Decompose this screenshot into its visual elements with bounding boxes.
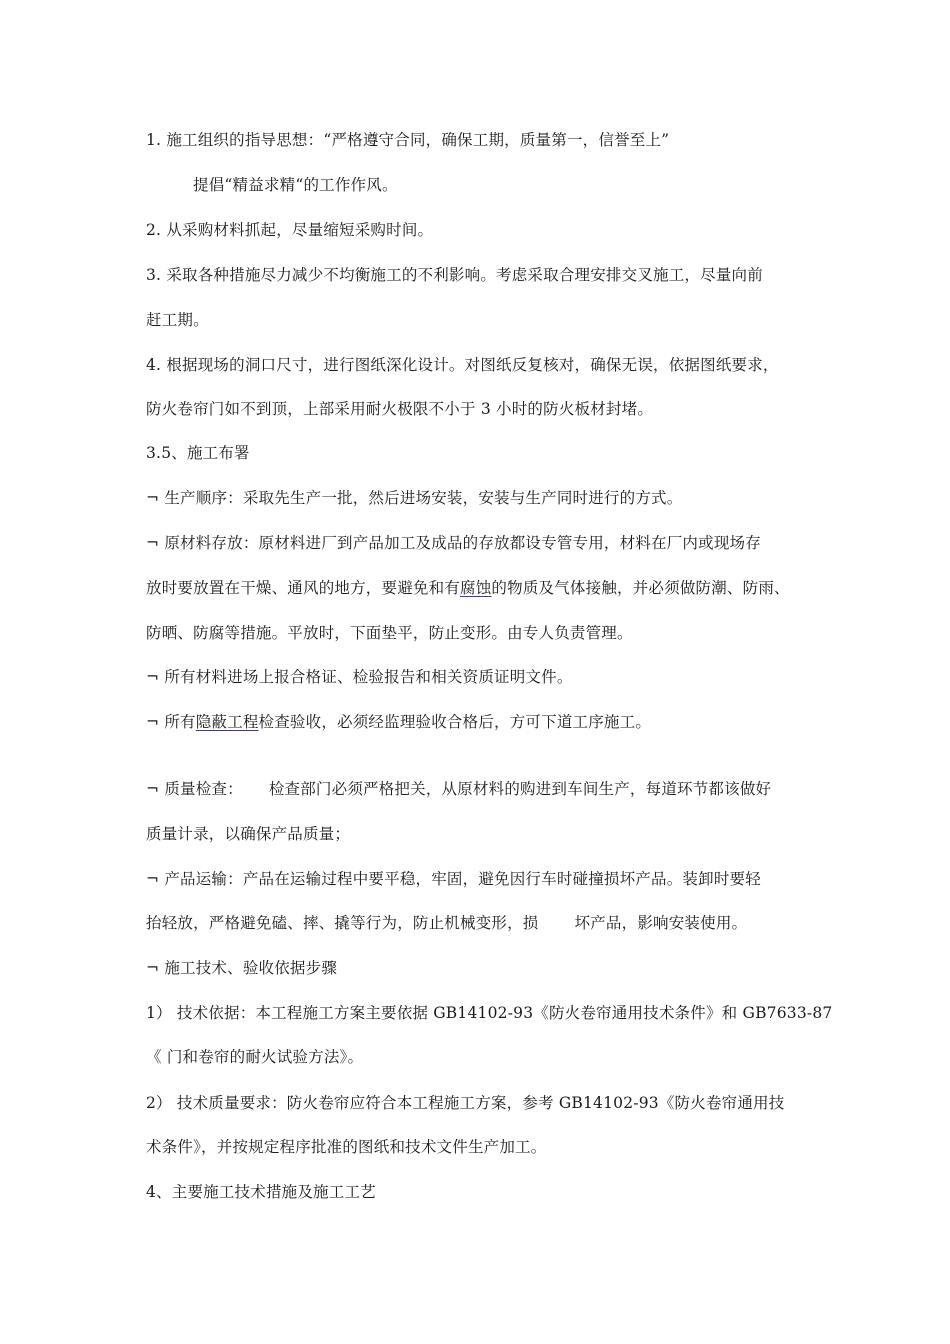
text-segment: 检查部门必须严格把关，从原材料的购进到车间生产，每道环节都该做好 bbox=[268, 780, 772, 798]
text-segment: 抬轻放，严格避免磕、摔、撬等行为，防止机械变形，损 bbox=[146, 914, 539, 932]
section-heading-4: 4、主要施工技术措施及施工工艺 bbox=[146, 1183, 376, 1201]
paragraph-3-continued: 赶工期。 bbox=[146, 311, 209, 329]
underlined-term: 隐蔽工程 bbox=[195, 713, 259, 731]
paragraph-4-continued: 防火卷帘门如不到顶，上部采用耐火极限不小于 3 小时的防火板材封堵。 bbox=[146, 400, 654, 418]
text-segment: 放时要放置在干燥、通风的地方，要避免和有 bbox=[146, 579, 461, 597]
paragraph-4: 4. 根据现场的洞口尺寸，进行图纸深化设计。对图纸反复核对，确保无误，依据图纸要求， bbox=[146, 356, 779, 374]
bullet-material-storage-line3: 防晒、防腐等措施。平放时，下面垫平，防止变形。由专人负责管理。 bbox=[146, 624, 633, 642]
text-segment: 的物质及气体接触，并必须做防潮、防雨、 bbox=[491, 579, 790, 597]
item-quality-requirements-line2: 术条件》，并按规定程序批准的图纸和技术文件生产加工。 bbox=[146, 1138, 547, 1156]
paragraph-1-continued: 提倡“精益求精“的工作作风。 bbox=[193, 176, 398, 194]
section-heading-3-5: 3.5、施工布署 bbox=[146, 444, 250, 462]
bullet-material-storage: ¬ 原材料存放：原材料进厂到产品加工及成品的存放都设专管专用，材料在厂内或现场存 bbox=[146, 534, 761, 552]
bullet-quality-check bbox=[146, 779, 771, 799]
text-segment: 坏产品，影响安装使用。 bbox=[574, 914, 748, 932]
bullet-quality-check-line2: 质量计录，以确保产品质量； bbox=[146, 825, 351, 843]
paragraph-2: 2. 从采购材料抓起，尽量缩短采购时间。 bbox=[146, 221, 434, 239]
bullet-material-storage-line2 bbox=[146, 578, 790, 598]
item-technical-basis: 1） 技术依据：本工程施工方案主要依据 GB14102-93《防火卷帘通用技术条件》和 GB7633-87 bbox=[146, 1004, 833, 1022]
bullet-certificates: ¬ 所有材料进场上报合格证、检验报告和相关资质证明文件。 bbox=[146, 668, 573, 686]
text-segment: 检查验收，必须经监理验收合格后，方可下道工序施工。 bbox=[258, 713, 652, 731]
bullet-concealed-works bbox=[146, 712, 651, 732]
bullet-construction-technique: ¬ 施工技术、验收依据步骤 bbox=[146, 959, 338, 977]
text-segment: ¬ 质量检查： bbox=[146, 780, 243, 798]
text-segment: ¬ 所有 bbox=[146, 713, 196, 731]
paragraph-3: 3. 采取各种措施尽力减少不均衡施工的不利影响。考虑采取合理安排交叉施工，尽量向前 bbox=[146, 266, 763, 284]
bullet-production-order: ¬ 生产顺序：采取先生产一批，然后进场安装，安装与生产同时进行的方式。 bbox=[146, 489, 683, 507]
bullet-transport-line2 bbox=[146, 913, 747, 933]
item-technical-basis-line2: 《 门和卷帘的耐火试验方法》。 bbox=[146, 1048, 364, 1066]
paragraph-1: 1. 施工组织的指导思想：“严格遵守合同，确保工期，质量第一，信誉至上” bbox=[146, 131, 670, 149]
item-quality-requirements: 2） 技术质量要求：防火卷帘应符合本工程施工方案，参考 GB14102-93《防火卷帘通用技 bbox=[146, 1094, 785, 1112]
underlined-term: 腐蚀 bbox=[460, 579, 492, 597]
bullet-transport: ¬ 产品运输：产品在运输过程中要平稳，牢固，避免因行车时碰撞损坏产品。装卸时要轻 bbox=[146, 870, 761, 888]
